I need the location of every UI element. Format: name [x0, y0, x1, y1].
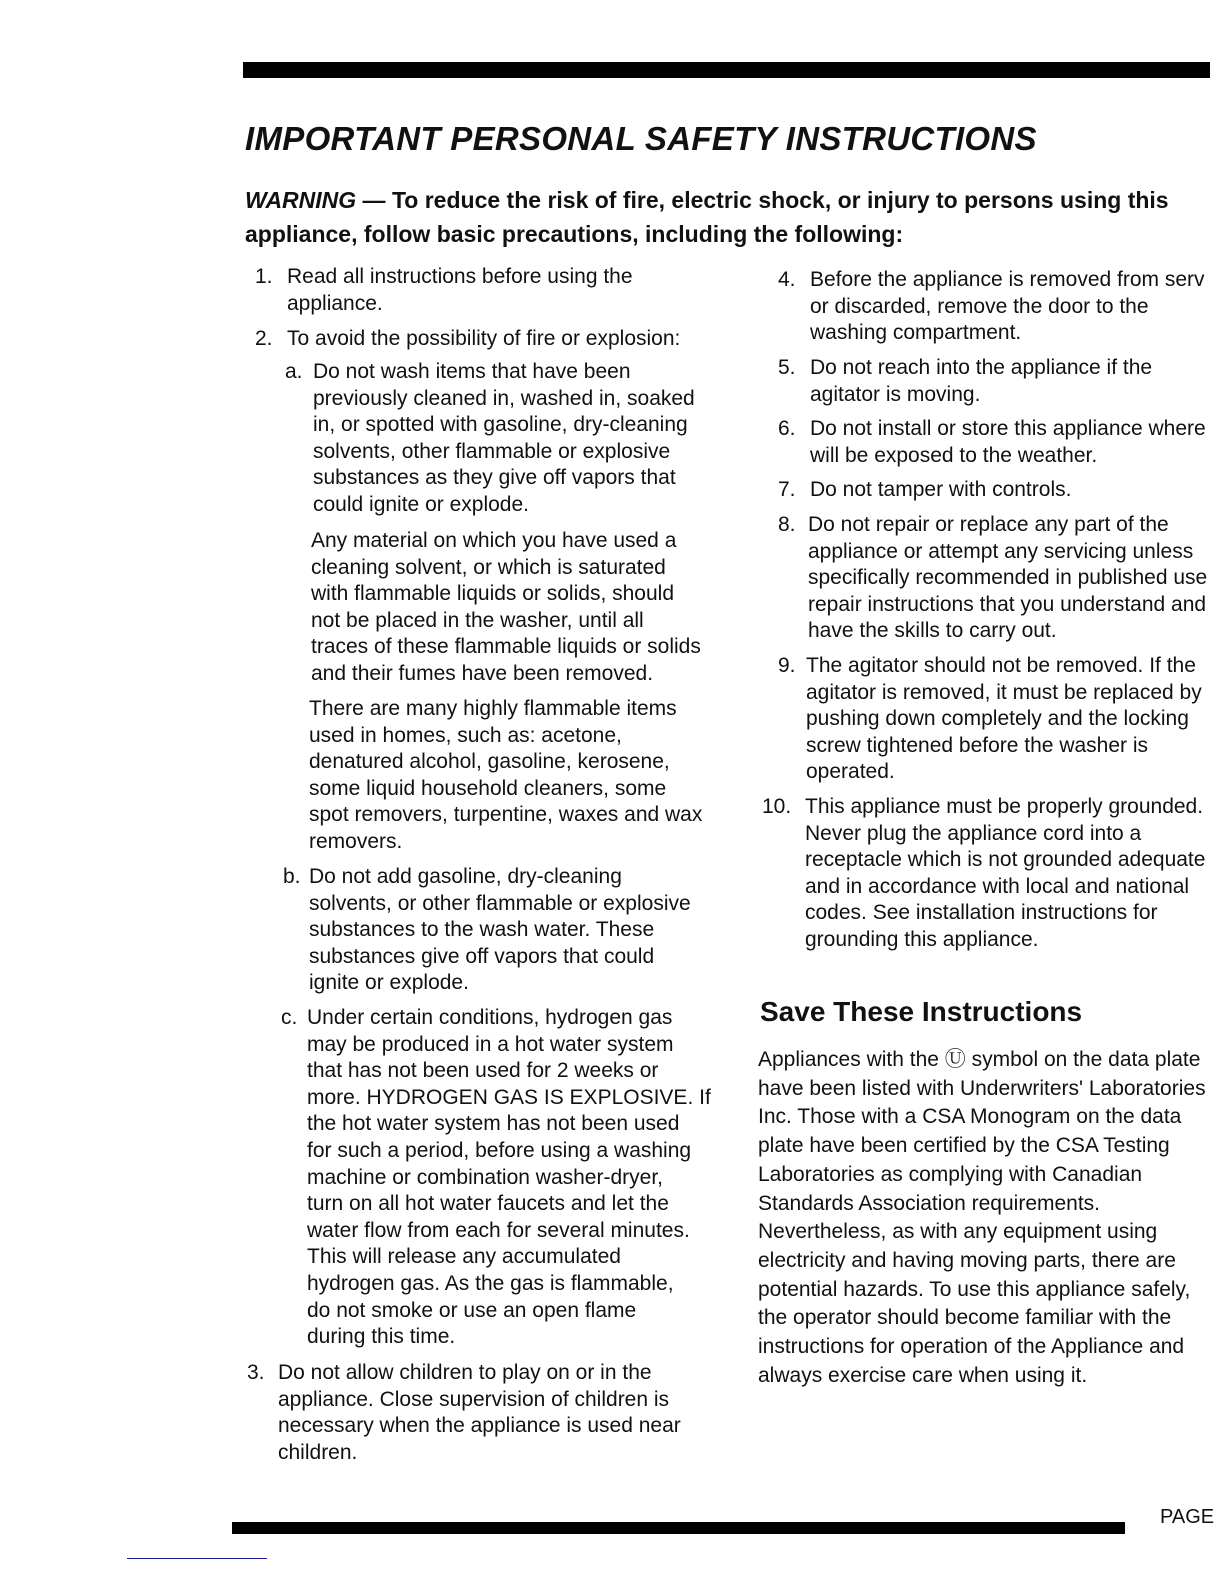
- text-line: traces of these flammable liquids or solids: [311, 635, 701, 659]
- text-line: solvents, or other flammable or explosive: [309, 891, 691, 915]
- item-marker: 2.: [255, 327, 273, 350]
- text-line: substances as they give off vapors that: [313, 466, 676, 490]
- text-line: grounding this appliance.: [805, 927, 1039, 951]
- text-line: previously cleaned in, washed in, soaked: [313, 386, 695, 410]
- text-line: children.: [278, 1440, 358, 1464]
- text-line: that has not been used for 2 weeks or: [307, 1059, 659, 1083]
- list-item: [313, 359, 695, 519]
- item-marker: c.: [281, 1006, 298, 1029]
- text-line: appliance.: [287, 291, 383, 315]
- item-marker: 4.: [778, 268, 796, 291]
- link-underline: [127, 1558, 267, 1559]
- list-item: [278, 1360, 681, 1466]
- list-item: [311, 528, 701, 688]
- list-item: [287, 326, 680, 353]
- text-line: removers.: [309, 829, 403, 853]
- page-title: IMPORTANT PERSONAL SAFETY INSTRUCTIONS: [245, 120, 1037, 157]
- text-line: agitator is moving.: [810, 382, 981, 406]
- text-line: water flow from each for several minutes.: [307, 1218, 690, 1242]
- text-line: substances to the wash water. These: [309, 918, 655, 942]
- list-item: [806, 653, 1202, 786]
- text-line: electricity and having moving parts, there are: [758, 1248, 1176, 1272]
- list-item: [309, 864, 691, 997]
- warning-line-1: [245, 187, 1169, 214]
- text-line: the hot water system has not been used: [307, 1112, 680, 1136]
- text-line: for such a period, before using a washing: [307, 1138, 692, 1162]
- item-marker: 7.: [778, 478, 796, 501]
- item-marker: 1.: [255, 265, 273, 288]
- text-line: and in accordance with local and national: [805, 874, 1190, 898]
- text-line: This will release any accumulated: [307, 1245, 621, 1269]
- text-line: may be produced in a hot water system: [307, 1032, 674, 1056]
- text-line: with flammable liquids or solids, should: [311, 582, 674, 606]
- text-line: used in homes, such as: acetone,: [309, 723, 622, 747]
- text-line: will be exposed to the weather.: [810, 443, 1098, 467]
- text-line: Standards Association requirements.: [758, 1191, 1101, 1215]
- warning-label: WARNING: [245, 187, 357, 213]
- text-line: and their fumes have been removed.: [311, 661, 654, 685]
- bottom-rule: [232, 1522, 1125, 1534]
- item-marker: 3.: [247, 1361, 265, 1384]
- text-line: specifically recommended in published use: [808, 566, 1208, 590]
- text-line: Do not repair or replace any part of the: [808, 513, 1169, 536]
- text-line: denatured alcohol, gasoline, kerosene,: [309, 750, 670, 774]
- text-line: plate have been certified by the CSA Testing: [758, 1134, 1170, 1158]
- text-line: washing compartment.: [810, 321, 1022, 345]
- list-item: [805, 794, 1205, 954]
- text-line: turn on all hot water faucets and let the: [307, 1192, 669, 1216]
- text-line: Do not tamper with controls.: [810, 478, 1072, 501]
- save-instructions-paragraph: [758, 1046, 1206, 1390]
- text-line: pushing down completely and the locking: [806, 707, 1189, 731]
- text-line: some liquid household cleaners, some: [309, 776, 667, 800]
- text-line: repair instructions that you understand and: [808, 592, 1207, 616]
- list-item: [287, 264, 633, 317]
- text-line: instructions for operation of the Appliance and: [758, 1335, 1185, 1359]
- list-item: [810, 267, 1205, 347]
- save-instructions-heading: Save These Instructions: [760, 996, 1083, 1027]
- list-item: [309, 696, 702, 856]
- text-line: Read all instructions before using the: [287, 265, 633, 288]
- item-marker: 9.: [778, 654, 796, 677]
- item-marker: 8.: [778, 513, 796, 536]
- text-line: Never plug the appliance cord into a: [805, 821, 1142, 845]
- top-rule: [243, 62, 1210, 78]
- text-line: potential hazards. To use this appliance safely,: [758, 1277, 1191, 1301]
- list-item: [307, 1005, 711, 1351]
- text-line: or discarded, remove the door to the: [810, 294, 1149, 318]
- text-line: ignite or explode.: [309, 971, 469, 995]
- text-line: agitator is removed, it must be replaced by: [806, 680, 1202, 704]
- text-line: Laboratories as complying with Canadian: [758, 1162, 1143, 1186]
- list-item: [810, 355, 1152, 408]
- text-line: in, or spotted with gasoline, dry-cleaning: [313, 413, 688, 437]
- text-line: Do not wash items that have been: [313, 360, 631, 383]
- text-line: Any material on which you have used a: [311, 529, 677, 552]
- text-line: operated.: [806, 760, 895, 784]
- text-line: receptacle which is not grounded adequate: [805, 848, 1206, 872]
- text-line: There are many highly flammable items: [309, 697, 677, 720]
- text-line: more. HYDROGEN GAS IS EXPLOSIVE. If: [307, 1085, 711, 1109]
- text-line: appliance or attempt any servicing unless: [808, 539, 1194, 563]
- text-line: This appliance must be properly grounded.: [805, 795, 1204, 818]
- list-item: [810, 477, 1071, 504]
- text-line: not be placed in the washer, until all: [311, 608, 644, 632]
- text-line: Before the appliance is removed from serv: [810, 268, 1205, 291]
- warning-text-1: — To reduce the risk of fire, electric shock, or injury to persons using this: [356, 187, 1169, 213]
- text-line: cleaning solvent, or which is saturated: [311, 555, 666, 579]
- text-line: the operator should become familiar with the: [758, 1306, 1172, 1330]
- text-line: machine or combination washer-dryer,: [307, 1165, 663, 1189]
- text-line: Do not reach into the appliance if the: [810, 356, 1153, 379]
- text-line: Appliances with the Ⓤ symbol on the data plate: [758, 1048, 1201, 1071]
- item-marker: a.: [285, 360, 303, 383]
- text-line: Nevertheless, as with any equipment using: [758, 1220, 1158, 1244]
- item-marker: b.: [283, 865, 301, 888]
- text-line: Do not allow children to play on or in the: [278, 1361, 652, 1384]
- text-line: screw tightened before the washer is: [806, 733, 1149, 757]
- text-line: Do not add gasoline, dry-cleaning: [309, 865, 622, 888]
- text-line: Under certain conditions, hydrogen gas: [307, 1006, 673, 1029]
- text-line: could ignite or explode.: [313, 492, 529, 516]
- text-line: hydrogen gas. As the gas is flammable,: [307, 1271, 674, 1295]
- item-marker: 5.: [778, 356, 796, 379]
- item-marker: 6.: [778, 417, 796, 440]
- text-line: do not smoke or use an open flame: [307, 1298, 637, 1322]
- list-item: [808, 512, 1207, 645]
- text-line: have the skills to carry out.: [808, 619, 1057, 643]
- page-label: PAGE: [1160, 1506, 1215, 1528]
- text-line: spot removers, turpentine, waxes and wax: [309, 803, 703, 827]
- text-line: necessary when the appliance is used near: [278, 1414, 681, 1438]
- text-line: always exercise care when using it.: [758, 1363, 1088, 1387]
- text-line: Do not install or store this appliance where: [810, 417, 1206, 440]
- text-line: To avoid the possibility of fire or explosion:: [287, 327, 681, 350]
- text-line: codes. See installation instructions for: [805, 901, 1158, 925]
- text-line: The agitator should not be removed. If the: [806, 654, 1196, 677]
- text-line: appliance. Close supervision of children is: [278, 1387, 670, 1411]
- text-line: substances give off vapors that could: [309, 944, 655, 968]
- item-marker: 10.: [762, 795, 792, 818]
- list-item: [810, 416, 1206, 469]
- warning-text-2: appliance, follow basic precautions, including the following:: [245, 221, 904, 247]
- text-line: during this time.: [307, 1325, 456, 1349]
- text-line: Inc. Those with a CSA Monogram on the data: [758, 1105, 1182, 1129]
- text-line: solvents, other flammable or explosive: [313, 439, 671, 463]
- text-line: have been listed with Underwriters' Laboratories: [758, 1076, 1206, 1100]
